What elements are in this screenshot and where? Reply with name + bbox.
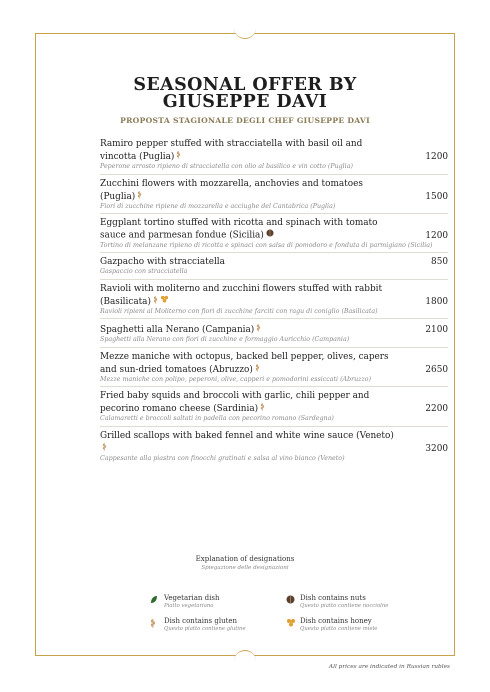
gluten-icon	[137, 190, 142, 203]
gluten-icon	[256, 323, 261, 336]
legend-honey-label: Dish contains honey	[300, 617, 372, 625]
menu-item-price: 850	[431, 257, 448, 267]
menu-item-translation: Spaghetti alla Nerano con fiori di zucchine e formaggio Auricchio (Campania)	[100, 336, 350, 343]
menu-item-name: Ramiro pepper stuffed with stracciatella with basil oil and vincotta (Puglia)	[100, 139, 363, 162]
menu-item	[100, 351, 448, 388]
menu-item-translation: Peperone arrosto ripieno di stracciatella con olio al basilico e vin cotto (Puglia)	[100, 163, 353, 170]
menu-subtitle: PROPOSTA STAGIONALE DEGLI CHEF GIUSEPPE DAVI	[120, 116, 370, 125]
menu-item-translation: Calamaretti e broccoli saltati in padella con pecorino romano (Sardegna)	[100, 415, 334, 422]
legend-honey	[300, 617, 377, 633]
menu-item-price: 1200	[425, 231, 448, 241]
menu-item-translation: Tortino di melanzane ripieno di ricotta e spinaci con salsa di pomodoro e fonduta di parmigiano (Sicilia)	[100, 241, 433, 249]
gluten-icon	[153, 295, 158, 308]
menu-item	[100, 178, 448, 215]
gluten-icon	[260, 402, 265, 415]
legend-honey-translation: Questo piatto contiene miele	[300, 626, 378, 632]
menu-item-name: Eggplant tortino stuffed with ricotta and spinach with tomato sauce and parmesan fondue (Sicilia)	[100, 218, 378, 241]
menu-title-line1: SEASONAL OFFER BY	[133, 75, 357, 95]
legend-nuts-label: Dish contains nuts	[300, 594, 366, 602]
wheat-icon	[150, 618, 156, 630]
price-footnote: All prices are indicated in Russian rubles	[328, 664, 450, 670]
menu-item-name: Gazpacho with stracciatella	[100, 257, 225, 267]
menu-item-name: Ravioli with moliterno and zucchini flowers stuffed with rabbit (Basilicata)	[100, 283, 383, 307]
menu-item	[100, 390, 448, 427]
gluten-icon	[176, 150, 181, 163]
menu-item-price: 2650	[425, 364, 448, 375]
honey-icon	[160, 295, 169, 307]
menu-item	[100, 283, 448, 320]
menu-title-line2: GIUSEPPE DAVI	[162, 92, 328, 112]
menu-item-price: 1200	[425, 152, 448, 162]
menu-item-price: 3200	[425, 443, 448, 454]
menu-item-name: Zucchini flowers with mozzarella, anchovies and tomatoes (Puglia)	[100, 178, 363, 202]
menu-item-price: 1500	[425, 191, 448, 202]
legend-gluten-label: Dish contains gluten	[164, 617, 238, 625]
menu-item	[100, 138, 448, 175]
legend-vegetarian-translation: Piatto vegetariano	[164, 603, 214, 609]
menu-item-price: 2100	[425, 325, 448, 335]
legend-title: Explanation of designations	[195, 555, 295, 563]
frame-bottom-notch	[234, 650, 256, 661]
menu-item-name: Fried baby squids and broccoli with garlic, chili pepper and pecorino romano cheese (Sardinia)	[100, 391, 370, 414]
legend-nuts-translation: Questo piatto contiene nocciolne	[300, 603, 389, 609]
legend-vegetarian-label: Vegetarian dish	[164, 594, 220, 602]
menu-list	[100, 138, 448, 468]
honeycomb-icon	[286, 618, 296, 629]
menu-item-name: Spaghetti alla Nerano (Campania)	[100, 325, 255, 335]
menu-item	[100, 430, 448, 466]
menu-item-translation: Cappesante alla piastra con finocchi gratinati e salsa al vino bianco (Veneto)	[100, 454, 345, 462]
legend-gluten	[164, 617, 246, 633]
menu-item-name: Grilled scallops with baked fennel and white wine sauce (Veneto)	[100, 430, 394, 441]
gluten-icon	[102, 442, 107, 455]
menu-item	[100, 217, 448, 253]
menu-item	[100, 322, 448, 348]
frame-top-notch	[234, 28, 256, 39]
menu-item-price: 1800	[425, 296, 448, 307]
legend-nuts	[300, 594, 388, 610]
menu-item-price: 2200	[425, 404, 448, 414]
gluten-icon	[255, 363, 260, 376]
nut-icon	[286, 595, 295, 606]
menu-item-name: Mezze maniche with octopus, backed bell pepper, olives, capers and sun-dried tomatoes (Abruzzo)	[100, 351, 389, 375]
menu-item-translation: Fiori di zucchine ripiene di mozzarella e acciughe del Cantabrica (Puglia)	[100, 202, 336, 210]
menu-item	[100, 256, 448, 280]
legend-subtitle: Spiegazione delle designazioni	[201, 565, 289, 571]
legend-vegetarian	[164, 594, 219, 610]
legend-gluten-translation: Questo piatto contiene glutine	[164, 626, 246, 632]
menu-item-translation: Gaspaccio con stracciatella	[100, 268, 188, 275]
leaf-icon	[150, 595, 158, 606]
menu-item-translation: Ravioli ripieni al Moliterno con fiori di zucchine farciti con ragu di coniglio (Basilicata)	[100, 307, 378, 315]
nuts-icon	[266, 229, 274, 241]
menu-item-translation: Mezze maniche con polipo, peperoni, olive, capperi e pomodorini essiccati (Abruzzo)	[100, 375, 372, 383]
